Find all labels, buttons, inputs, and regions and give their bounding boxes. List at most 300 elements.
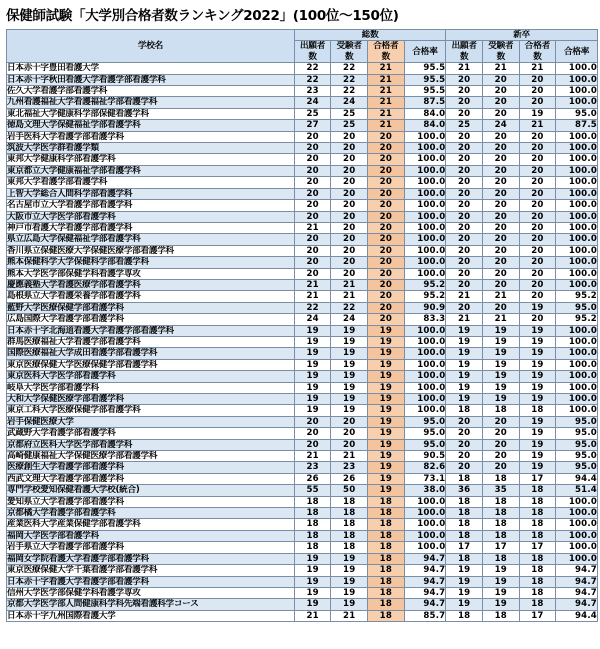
cell-new-examinees: 21: [482, 291, 519, 302]
column-header-new-examinees: [482, 41, 519, 63]
cell-total-applicants: 18: [294, 530, 331, 541]
cell-total-rate: 100.0: [404, 405, 446, 416]
cell-new-examinees: 18: [482, 508, 519, 519]
cell-total-passers: 20: [368, 234, 405, 245]
cell-new-passers: 19: [519, 325, 556, 336]
cell-school-name: 岩手医科大学看護学部看護学科: [7, 131, 295, 142]
cell-total-applicants: 19: [294, 382, 331, 393]
cell-new-examinees: 20: [482, 416, 519, 427]
cell-new-applicants: 18: [446, 508, 483, 519]
table-row: [7, 530, 598, 541]
cell-total-rate: 100.0: [404, 394, 446, 405]
table-row: [7, 451, 598, 462]
cell-new-examinees: 18: [482, 405, 519, 416]
cell-total-examinees: 20: [331, 165, 368, 176]
cell-new-passers: 18: [519, 587, 556, 598]
cell-new-examinees: 19: [482, 382, 519, 393]
total-examinees-line2: 数: [345, 51, 354, 62]
cell-total-applicants: 19: [294, 394, 331, 405]
total-applicants-line1: 出願者: [300, 41, 326, 52]
cell-new-examinees: 20: [482, 177, 519, 188]
column-group-new-graduates: 新卒: [446, 30, 598, 41]
cell-total-examinees: 19: [331, 325, 368, 336]
cell-new-rate: 100.0: [556, 394, 598, 405]
cell-new-examinees: 20: [482, 279, 519, 290]
cell-total-applicants: 20: [294, 188, 331, 199]
cell-new-rate: 100.0: [556, 348, 598, 359]
cell-total-applicants: 21: [294, 291, 331, 302]
cell-new-applicants: 18: [446, 473, 483, 484]
cell-new-applicants: 19: [446, 565, 483, 576]
cell-total-passers: 21: [368, 108, 405, 119]
cell-new-passers: 20: [519, 143, 556, 154]
cell-total-examinees: 20: [331, 188, 368, 199]
table-row: [7, 268, 598, 279]
cell-total-examinees: 20: [331, 222, 368, 233]
cell-new-examinees: 19: [482, 371, 519, 382]
cell-school-name: 東北福祉大学健康科学部保健看護学科: [7, 108, 295, 119]
cell-new-applicants: 19: [446, 587, 483, 598]
total-applicants-line2: 数: [308, 51, 317, 62]
cell-new-rate: 95.0: [556, 416, 598, 427]
cell-new-rate: 95.0: [556, 439, 598, 450]
cell-total-examinees: 19: [331, 405, 368, 416]
cell-new-examinees: 20: [482, 222, 519, 233]
cell-total-passers: 20: [368, 279, 405, 290]
table-row: [7, 485, 598, 496]
cell-new-passers: 19: [519, 302, 556, 313]
cell-new-passers: 17: [519, 610, 556, 621]
cell-total-examinees: 18: [331, 508, 368, 519]
cell-new-applicants: 20: [446, 222, 483, 233]
cell-total-passers: 20: [368, 314, 405, 325]
cell-new-rate: 100.0: [556, 279, 598, 290]
cell-total-applicants: 20: [294, 211, 331, 222]
cell-new-rate: 100.0: [556, 257, 598, 268]
cell-total-applicants: 21: [294, 222, 331, 233]
cell-new-rate: 100.0: [556, 336, 598, 347]
cell-new-rate: 95.0: [556, 302, 598, 313]
new-applicants-line2: 数: [459, 51, 469, 62]
cell-new-examinees: 20: [482, 154, 519, 165]
cell-total-applicants: 22: [294, 302, 331, 313]
cell-new-examinees: 20: [482, 245, 519, 256]
cell-school-name: 愛知県立大学看護学部看護学科: [7, 496, 295, 507]
new-examinees-line1: 受験者: [488, 41, 514, 52]
cell-total-examinees: 19: [331, 565, 368, 576]
table-header: [7, 30, 598, 63]
cell-new-applicants: 18: [446, 610, 483, 621]
cell-total-examinees: 19: [331, 336, 368, 347]
cell-total-passers: 19: [368, 485, 405, 496]
cell-total-rate: 95.2: [404, 279, 446, 290]
cell-total-examinees: 21: [331, 610, 368, 621]
cell-new-rate: 94.7: [556, 599, 598, 610]
cell-total-rate: 90.9: [404, 302, 446, 313]
cell-new-rate: 100.0: [556, 519, 598, 530]
cell-new-passers: 19: [519, 462, 556, 473]
cell-total-passers: 19: [368, 462, 405, 473]
cell-total-applicants: 19: [294, 405, 331, 416]
cell-total-rate: 90.5: [404, 451, 446, 462]
cell-school-name: 東京医療保健大学医療保健学部看護学科: [7, 359, 295, 370]
cell-school-name: 岐阜大学医学部看護学科: [7, 382, 295, 393]
cell-new-rate: 100.0: [556, 382, 598, 393]
cell-total-rate: 85.7: [404, 610, 446, 621]
cell-total-rate: 100.0: [404, 234, 446, 245]
cell-total-passers: 21: [368, 74, 405, 85]
cell-new-applicants: 20: [446, 131, 483, 142]
cell-new-passers: 19: [519, 416, 556, 427]
cell-new-rate: 100.0: [556, 405, 598, 416]
cell-total-applicants: 20: [294, 439, 331, 450]
cell-new-applicants: 20: [446, 97, 483, 108]
cell-total-rate: 100.0: [404, 382, 446, 393]
cell-total-rate: 100.0: [404, 519, 446, 530]
cell-new-rate: 100.0: [556, 86, 598, 97]
table-row: [7, 74, 598, 85]
cell-total-applicants: 19: [294, 587, 331, 598]
cell-total-rate: 100.0: [404, 257, 446, 268]
table-row: [7, 325, 598, 336]
cell-total-passers: 19: [368, 428, 405, 439]
table-row: [7, 336, 598, 347]
cell-total-rate: 100.0: [404, 336, 446, 347]
cell-total-examinees: 20: [331, 257, 368, 268]
cell-total-examinees: 18: [331, 496, 368, 507]
cell-new-examinees: 20: [482, 257, 519, 268]
cell-total-rate: 100.0: [404, 245, 446, 256]
cell-total-passers: 20: [368, 154, 405, 165]
table-row: [7, 154, 598, 165]
cell-total-applicants: 19: [294, 336, 331, 347]
cell-total-examinees: 20: [331, 154, 368, 165]
cell-school-name: 京都大学医学部人間健康科学科先端看護科学コース: [7, 599, 295, 610]
cell-new-passers: 18: [519, 553, 556, 564]
cell-total-passers: 19: [368, 439, 405, 450]
cell-total-applicants: 27: [294, 120, 331, 131]
cell-new-rate: 100.0: [556, 143, 598, 154]
cell-school-name: 産業医科大学産業保健学部看護学科: [7, 519, 295, 530]
cell-total-passers: 20: [368, 291, 405, 302]
table-row: [7, 211, 598, 222]
cell-school-name: 福岡大学医学部看護学科: [7, 530, 295, 541]
cell-new-rate: 94.4: [556, 610, 598, 621]
cell-total-rate: 100.0: [404, 131, 446, 142]
cell-new-passers: 20: [519, 177, 556, 188]
cell-new-applicants: 18: [446, 519, 483, 530]
cell-total-examinees: 20: [331, 211, 368, 222]
cell-new-examinees: 20: [482, 86, 519, 97]
table-row: [7, 565, 598, 576]
cell-total-applicants: 19: [294, 359, 331, 370]
cell-new-examinees: 19: [482, 325, 519, 336]
cell-total-examinees: 22: [331, 74, 368, 85]
cell-school-name: 佐久大学看護学部看護学科: [7, 86, 295, 97]
cell-new-examinees: 21: [482, 63, 519, 74]
cell-new-applicants: 19: [446, 382, 483, 393]
cell-total-passers: 20: [368, 131, 405, 142]
cell-new-applicants: 19: [446, 336, 483, 347]
cell-new-applicants: 20: [446, 154, 483, 165]
cell-total-rate: 100.0: [404, 143, 446, 154]
cell-school-name: 上智大学総合人間科学部看護学科: [7, 188, 295, 199]
cell-new-applicants: 18: [446, 405, 483, 416]
table-row: [7, 576, 598, 587]
cell-new-passers: 20: [519, 291, 556, 302]
cell-total-examinees: 20: [331, 177, 368, 188]
cell-new-passers: 19: [519, 371, 556, 382]
column-header-total-passers: [368, 41, 405, 63]
table-row: [7, 519, 598, 530]
cell-new-passers: 19: [519, 382, 556, 393]
cell-total-examinees: 19: [331, 394, 368, 405]
cell-new-rate: 100.0: [556, 63, 598, 74]
cell-school-name: 熊本保健科学大学保健科学部看護学科: [7, 257, 295, 268]
cell-new-applicants: 20: [446, 188, 483, 199]
cell-school-name: 九州看護福祉大学看護福祉学部看護学科: [7, 97, 295, 108]
cell-total-rate: 100.0: [404, 211, 446, 222]
cell-total-applicants: 20: [294, 177, 331, 188]
cell-new-examinees: 19: [482, 359, 519, 370]
cell-new-examinees: 19: [482, 587, 519, 598]
cell-new-applicants: 18: [446, 496, 483, 507]
cell-total-passers: 19: [368, 382, 405, 393]
cell-new-passers: 19: [519, 428, 556, 439]
cell-school-name: 神戸市看護大学看護学部看護学科: [7, 222, 295, 233]
cell-new-rate: 100.0: [556, 371, 598, 382]
cell-total-rate: 100.0: [404, 268, 446, 279]
table-row: [7, 610, 598, 621]
cell-school-name: 広島国際大学看護学部看護学科: [7, 314, 295, 325]
cell-new-examinees: 21: [482, 314, 519, 325]
cell-new-passers: 20: [519, 86, 556, 97]
cell-new-applicants: 20: [446, 143, 483, 154]
cell-new-applicants: 19: [446, 371, 483, 382]
cell-total-rate: 100.0: [404, 496, 446, 507]
cell-new-passers: 21: [519, 120, 556, 131]
total-passers-line2: 数: [381, 51, 391, 62]
cell-total-applicants: 21: [294, 610, 331, 621]
cell-new-examinees: 17: [482, 542, 519, 553]
cell-total-rate: 95.0: [404, 416, 446, 427]
cell-total-rate: 94.7: [404, 553, 446, 564]
cell-new-rate: 100.0: [556, 200, 598, 211]
cell-new-rate: 100.0: [556, 131, 598, 142]
cell-new-applicants: 19: [446, 325, 483, 336]
cell-new-examinees: 18: [482, 530, 519, 541]
cell-school-name: 日本赤十字秋田看護大学看護学部看護学科: [7, 74, 295, 85]
cell-total-applicants: 19: [294, 371, 331, 382]
cell-total-applicants: 55: [294, 485, 331, 496]
cell-total-examinees: 21: [331, 451, 368, 462]
cell-new-applicants: 17: [446, 542, 483, 553]
cell-total-rate: 100.0: [404, 371, 446, 382]
column-group-total: 総数: [294, 30, 446, 41]
cell-school-name: 徳島文理大学保健福祉学部看護学科: [7, 120, 295, 131]
cell-new-applicants: 20: [446, 108, 483, 119]
cell-new-applicants: 20: [446, 462, 483, 473]
cell-total-passers: 19: [368, 473, 405, 484]
cell-total-applicants: 21: [294, 451, 331, 462]
cell-total-examinees: 23: [331, 462, 368, 473]
cell-total-rate: 82.6: [404, 462, 446, 473]
cell-total-examinees: 20: [331, 416, 368, 427]
cell-new-examinees: 20: [482, 97, 519, 108]
cell-new-passers: 20: [519, 222, 556, 233]
cell-total-passers: 18: [368, 610, 405, 621]
cell-new-rate: 100.0: [556, 530, 598, 541]
cell-total-rate: 38.0: [404, 485, 446, 496]
cell-new-passers: 20: [519, 314, 556, 325]
cell-total-passers: 20: [368, 245, 405, 256]
cell-total-examinees: 19: [331, 553, 368, 564]
table-body: [7, 63, 598, 622]
cell-new-examinees: 20: [482, 211, 519, 222]
table-row: [7, 553, 598, 564]
new-examinees-line2: 数: [496, 51, 505, 62]
table-row: [7, 86, 598, 97]
cell-total-examinees: 20: [331, 245, 368, 256]
cell-total-passers: 19: [368, 405, 405, 416]
column-header-total-applicants: [294, 41, 331, 63]
cell-new-passers: 21: [519, 63, 556, 74]
cell-new-passers: 20: [519, 74, 556, 85]
ranking-table: [6, 29, 598, 622]
cell-new-examinees: 19: [482, 565, 519, 576]
cell-total-rate: 95.5: [404, 63, 446, 74]
cell-total-passers: 19: [368, 394, 405, 405]
table-row: [7, 599, 598, 610]
table-row: [7, 97, 598, 108]
cell-total-applicants: 20: [294, 428, 331, 439]
table-row: [7, 165, 598, 176]
cell-new-passers: 20: [519, 165, 556, 176]
cell-total-passers: 20: [368, 177, 405, 188]
cell-new-examinees: 19: [482, 336, 519, 347]
cell-new-examinees: 19: [482, 576, 519, 587]
cell-new-rate: 100.0: [556, 211, 598, 222]
cell-total-applicants: 19: [294, 599, 331, 610]
table-row: [7, 394, 598, 405]
column-header-new-applicants: [446, 41, 483, 63]
cell-total-rate: 94.7: [404, 587, 446, 598]
cell-new-applicants: 20: [446, 257, 483, 268]
cell-new-passers: 18: [519, 565, 556, 576]
cell-total-examinees: 19: [331, 576, 368, 587]
total-passers-line1: 合格者: [373, 41, 399, 52]
cell-new-rate: 100.0: [556, 359, 598, 370]
cell-total-examinees: 22: [331, 302, 368, 313]
cell-total-rate: 100.0: [404, 508, 446, 519]
cell-school-name: 福岡女学院看護大学看護学部看護学科: [7, 553, 295, 564]
cell-total-passers: 18: [368, 508, 405, 519]
cell-new-passers: 19: [519, 108, 556, 119]
cell-total-applicants: 24: [294, 314, 331, 325]
cell-total-examinees: 19: [331, 359, 368, 370]
cell-total-examinees: 19: [331, 371, 368, 382]
cell-new-passers: 18: [519, 485, 556, 496]
cell-total-passers: 20: [368, 188, 405, 199]
cell-new-applicants: 21: [446, 314, 483, 325]
column-header-total-examinees: [331, 41, 368, 63]
cell-new-rate: 100.0: [556, 325, 598, 336]
cell-total-examinees: 19: [331, 599, 368, 610]
cell-school-name: 東京医科大学医学部看護学科: [7, 371, 295, 382]
cell-total-rate: 100.0: [404, 530, 446, 541]
cell-school-name: 熊本大学医学部保健学科看護学専攻: [7, 268, 295, 279]
cell-new-passers: 19: [519, 451, 556, 462]
cell-new-examinees: 20: [482, 302, 519, 313]
cell-new-applicants: 20: [446, 74, 483, 85]
cell-school-name: 武蔵野大学看護学部看護学科: [7, 428, 295, 439]
table-row: [7, 177, 598, 188]
table-row: [7, 382, 598, 393]
cell-new-rate: 100.0: [556, 74, 598, 85]
cell-new-examinees: 20: [482, 428, 519, 439]
cell-school-name: 東京工科大学医療保健学部看護学科: [7, 405, 295, 416]
cell-total-rate: 95.0: [404, 428, 446, 439]
cell-school-name: 京都府立医科大学医学部看護学科: [7, 439, 295, 450]
cell-total-applicants: 19: [294, 348, 331, 359]
cell-new-applicants: 20: [446, 451, 483, 462]
cell-new-applicants: 20: [446, 177, 483, 188]
cell-total-passers: 20: [368, 143, 405, 154]
cell-total-applicants: 19: [294, 565, 331, 576]
cell-total-passers: 20: [368, 268, 405, 279]
cell-new-applicants: 19: [446, 359, 483, 370]
cell-total-applicants: 20: [294, 154, 331, 165]
cell-new-rate: 95.2: [556, 291, 598, 302]
table-row: [7, 587, 598, 598]
cell-total-examinees: 21: [331, 291, 368, 302]
cell-total-examinees: 26: [331, 473, 368, 484]
cell-new-applicants: 19: [446, 348, 483, 359]
cell-new-passers: 20: [519, 97, 556, 108]
table-row: [7, 508, 598, 519]
cell-total-applicants: 25: [294, 108, 331, 119]
table-row: [7, 131, 598, 142]
cell-total-rate: 95.0: [404, 439, 446, 450]
cell-total-applicants: 20: [294, 234, 331, 245]
cell-total-passers: 18: [368, 576, 405, 587]
cell-total-rate: 100.0: [404, 359, 446, 370]
cell-total-applicants: 22: [294, 63, 331, 74]
cell-new-passers: 20: [519, 234, 556, 245]
cell-new-applicants: 20: [446, 302, 483, 313]
cell-new-passers: 17: [519, 473, 556, 484]
table-row: [7, 302, 598, 313]
table-row: [7, 405, 598, 416]
cell-school-name: 京都橘大学看護学部看護学科: [7, 508, 295, 519]
cell-new-passers: 18: [519, 530, 556, 541]
table-row: [7, 234, 598, 245]
cell-new-rate: 100.0: [556, 496, 598, 507]
cell-new-applicants: 18: [446, 553, 483, 564]
cell-new-examinees: 20: [482, 131, 519, 142]
cell-total-rate: 83.3: [404, 314, 446, 325]
cell-new-passers: 20: [519, 200, 556, 211]
cell-new-rate: 100.0: [556, 154, 598, 165]
table-row: [7, 496, 598, 507]
cell-total-passers: 18: [368, 599, 405, 610]
cell-total-passers: 21: [368, 63, 405, 74]
cell-school-name: 岩手県立大学看護学部看護学科: [7, 542, 295, 553]
cell-new-rate: 51.4: [556, 485, 598, 496]
cell-new-rate: 100.0: [556, 234, 598, 245]
cell-school-name: 日本赤十字北海道看護大学看護学部看護学科: [7, 325, 295, 336]
cell-total-passers: 19: [368, 359, 405, 370]
